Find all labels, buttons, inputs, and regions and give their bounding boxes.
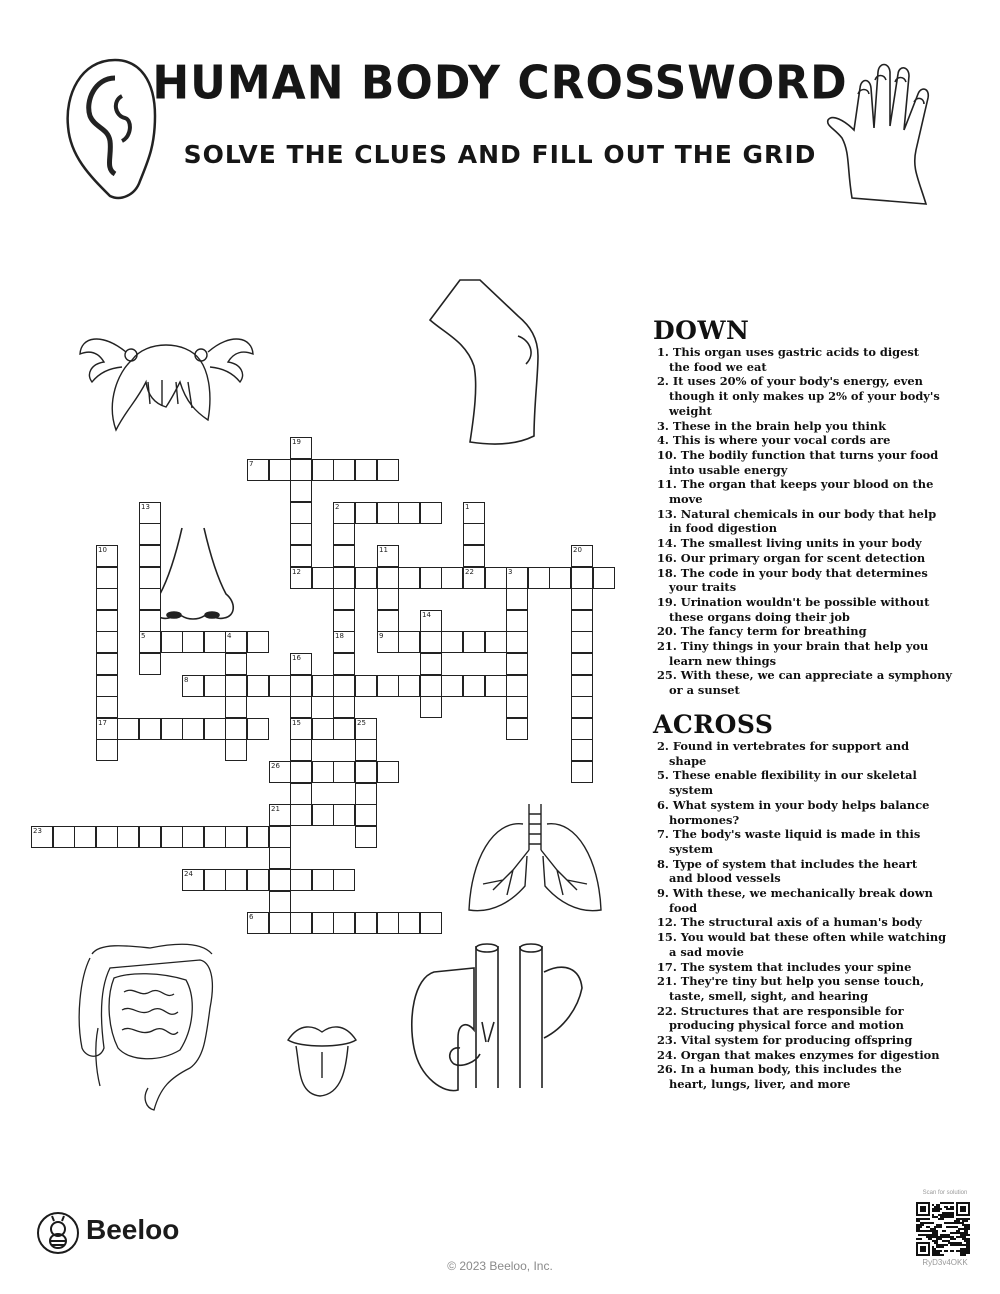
grid-cell[interactable] xyxy=(333,718,355,740)
grid-cell[interactable] xyxy=(333,610,355,632)
grid-cell[interactable] xyxy=(441,631,463,653)
grid-cell[interactable] xyxy=(333,653,355,675)
grid-cell[interactable] xyxy=(204,718,226,740)
grid-cell[interactable] xyxy=(31,826,53,848)
grid-cell[interactable] xyxy=(571,653,593,675)
grid-cell[interactable] xyxy=(225,826,247,848)
down-heading: DOWN xyxy=(653,316,750,345)
grid-number: 25 xyxy=(357,719,366,727)
grid-cell[interactable] xyxy=(225,675,247,697)
across-clue: 24. Organ that makes enzymes for digestion xyxy=(657,1047,940,1062)
grid-cell[interactable] xyxy=(312,459,334,481)
grid-cell[interactable] xyxy=(161,826,183,848)
grid-cell[interactable] xyxy=(290,459,312,481)
across-clue: 9. With these, we mechanically break down food xyxy=(657,886,933,915)
grid-cell[interactable] xyxy=(204,631,226,653)
grid-cell[interactable] xyxy=(290,761,312,783)
grid-cell[interactable] xyxy=(420,912,442,934)
down-clue: 18. The code in your body that determines your traits xyxy=(657,565,928,595)
grid-cell[interactable] xyxy=(269,912,291,934)
grid-cell[interactable] xyxy=(398,675,420,697)
grid-cell[interactable] xyxy=(377,459,399,481)
down-clue: 1. This organ uses gastric acids to digest the food we eat xyxy=(657,345,920,374)
down-clue: 2. It uses 20% of your body's energy, even though it only makes up 2% of your body's weight xyxy=(657,374,940,418)
grid-cell[interactable] xyxy=(355,567,377,589)
across-clue: 2. Found in vertebrates for support and shape xyxy=(657,739,910,768)
grid-cell[interactable] xyxy=(312,567,334,589)
grid-cell[interactable] xyxy=(247,912,269,934)
across-clue: 5. These enable flexibility in our skeletal system xyxy=(657,768,917,798)
grid-number: 20 xyxy=(573,546,582,554)
grid-number: 8 xyxy=(184,676,189,684)
grid-cell[interactable] xyxy=(355,675,377,697)
grid-cell[interactable] xyxy=(420,696,442,718)
grid-number: 13 xyxy=(141,503,150,511)
grid-cell[interactable] xyxy=(247,459,269,481)
grid-cell[interactable] xyxy=(506,653,528,675)
grid-cell[interactable] xyxy=(398,912,420,934)
grid-cell[interactable] xyxy=(225,696,247,718)
across-clue: 7. The body's waste liquid is made in this system xyxy=(657,827,921,856)
grid-number: 1 xyxy=(465,503,470,511)
grid-cell[interactable] xyxy=(96,545,118,567)
down-clue-list xyxy=(653,345,953,698)
grid-cell[interactable] xyxy=(377,675,399,697)
grid-number: 7 xyxy=(249,460,254,468)
grid-cell[interactable] xyxy=(117,718,139,740)
grid-cell[interactable] xyxy=(139,653,161,675)
grid-number: 2 xyxy=(335,503,340,511)
across-clue: 15. You would bat these often while watching a sad movie xyxy=(657,930,947,959)
grid-cell[interactable] xyxy=(225,631,247,653)
grid-cell[interactable] xyxy=(355,826,377,848)
grid-cell[interactable] xyxy=(312,912,334,934)
across-clue: 23. Vital system for producing offspring xyxy=(657,1033,913,1048)
grid-cell[interactable] xyxy=(182,869,204,891)
grid-cell[interactable] xyxy=(204,675,226,697)
qr-code[interactable] xyxy=(916,1202,970,1260)
grid-number: 11 xyxy=(379,546,388,554)
down-clue: 3. These in the brain help you think xyxy=(657,418,887,433)
down-clue: 16. Our primary organ for scent detection xyxy=(657,550,926,565)
grid-cell[interactable] xyxy=(182,675,204,697)
down-clues xyxy=(653,316,953,698)
page-title: HUMAN BODY CROSSWORD xyxy=(152,56,848,111)
grid-cell[interactable] xyxy=(463,567,485,589)
grid-cell[interactable] xyxy=(420,502,442,524)
grid-cell[interactable] xyxy=(355,459,377,481)
grid-cell[interactable] xyxy=(269,847,291,869)
grid-cell[interactable] xyxy=(247,718,269,740)
grid-cell[interactable] xyxy=(571,761,593,783)
grid-cell[interactable] xyxy=(139,718,161,740)
grid-cell[interactable] xyxy=(377,631,399,653)
down-clue: 19. Urination wouldn't be possible without these organs doing their job xyxy=(657,594,930,624)
grid-cell[interactable] xyxy=(96,675,118,697)
grid-cell[interactable] xyxy=(312,718,334,740)
grid-cell[interactable] xyxy=(377,567,399,589)
grid-number: 21 xyxy=(271,805,280,813)
grid-number: 26 xyxy=(271,762,280,770)
grid-cell[interactable] xyxy=(225,869,247,891)
across-clue: 6. What system in your body helps balance hormones? xyxy=(657,797,930,827)
grid-cell[interactable] xyxy=(355,502,377,524)
grid-cell[interactable] xyxy=(420,675,442,697)
grid-cell[interactable] xyxy=(96,653,118,675)
grid-cell[interactable] xyxy=(225,718,247,740)
grid-cell[interactable] xyxy=(333,545,355,567)
grid-number: 22 xyxy=(465,568,474,576)
grid-cell[interactable] xyxy=(571,696,593,718)
grid-number: 24 xyxy=(184,870,193,878)
grid-cell[interactable] xyxy=(571,588,593,610)
grid-cell[interactable] xyxy=(333,459,355,481)
grid-cell[interactable] xyxy=(549,567,571,589)
grid-cell[interactable] xyxy=(333,631,355,653)
grid-cell[interactable] xyxy=(355,761,377,783)
across-clue: 12. The structural axis of a human's body xyxy=(657,915,922,930)
grid-cell[interactable] xyxy=(290,718,312,740)
grid-cell[interactable] xyxy=(571,567,593,589)
grid-cell[interactable] xyxy=(139,545,161,567)
grid-cell[interactable] xyxy=(290,696,312,718)
grid-number: 15 xyxy=(292,719,301,727)
grid-cell[interactable] xyxy=(420,610,442,632)
grid-cell[interactable] xyxy=(182,826,204,848)
grid-cell[interactable] xyxy=(377,912,399,934)
grid-cell[interactable] xyxy=(96,696,118,718)
grid-number: 17 xyxy=(98,719,107,727)
grid-number: 4 xyxy=(227,632,232,640)
grid-cell[interactable] xyxy=(96,588,118,610)
grid-cell[interactable] xyxy=(355,804,377,826)
grid-cell[interactable] xyxy=(139,631,161,653)
grid-cell[interactable] xyxy=(247,869,269,891)
grid-cell[interactable] xyxy=(593,567,615,589)
grid-number: 5 xyxy=(141,632,146,640)
down-clue: 21. Tiny things in your brain that help you learn new things xyxy=(657,639,929,668)
grid-cell[interactable] xyxy=(463,675,485,697)
grid-cell[interactable] xyxy=(290,523,312,545)
page-subtitle: SOLVE THE CLUES AND FILL OUT THE GRID xyxy=(183,140,817,169)
grid-cell[interactable] xyxy=(485,631,507,653)
grid-cell[interactable] xyxy=(355,718,377,740)
down-clue: 13. Natural chemicals in our body that help in food digestion xyxy=(657,506,937,536)
grid-cell[interactable] xyxy=(506,696,528,718)
grid-cell[interactable] xyxy=(463,631,485,653)
grid-number: 3 xyxy=(508,568,513,576)
grid-cell[interactable] xyxy=(96,631,118,653)
grid-cell[interactable] xyxy=(290,480,312,502)
grid-cell[interactable] xyxy=(571,718,593,740)
grid-cell[interactable] xyxy=(355,739,377,761)
grid-cell[interactable] xyxy=(463,502,485,524)
grid-cell[interactable] xyxy=(377,502,399,524)
grid-cell[interactable] xyxy=(182,718,204,740)
grid-cell[interactable] xyxy=(290,912,312,934)
grid-cell[interactable] xyxy=(290,502,312,524)
grid-number: 14 xyxy=(422,611,431,619)
grid-cell[interactable] xyxy=(290,739,312,761)
across-heading: ACROSS xyxy=(653,710,774,739)
grid-cell[interactable] xyxy=(96,610,118,632)
grid-cell[interactable] xyxy=(420,631,442,653)
grid-cell[interactable] xyxy=(269,869,291,891)
grid-cell[interactable] xyxy=(312,761,334,783)
grid-cell[interactable] xyxy=(290,567,312,589)
solution-code: RyD3v4OKK xyxy=(922,1258,968,1267)
grid-cell[interactable] xyxy=(506,631,528,653)
grid-cell[interactable] xyxy=(182,631,204,653)
grid-number: 18 xyxy=(335,632,344,640)
grid-cell[interactable] xyxy=(441,567,463,589)
scan-label: Scan for solution xyxy=(922,1190,968,1196)
across-clue: 8. Type of system that includes the heart and blood vessels xyxy=(657,856,918,886)
grid-cell[interactable] xyxy=(571,675,593,697)
grid-cell[interactable] xyxy=(290,675,312,697)
grid-cell[interactable] xyxy=(485,675,507,697)
grid-cell[interactable] xyxy=(312,675,334,697)
grid-cell[interactable] xyxy=(96,739,118,761)
grid-cell[interactable] xyxy=(377,761,399,783)
across-clue-list xyxy=(653,739,953,1092)
grid-cell[interactable] xyxy=(571,631,593,653)
grid-cell[interactable] xyxy=(290,653,312,675)
grid-cell[interactable] xyxy=(398,502,420,524)
beeloo-logo xyxy=(36,1211,80,1259)
grid-cell[interactable] xyxy=(290,804,312,826)
grid-number: 9 xyxy=(379,632,384,640)
down-clue: 10. The bodily function that turns your food into usable energy xyxy=(657,447,939,477)
grid-cell[interactable] xyxy=(528,567,550,589)
down-clue: 11. The organ that keeps your blood on the move xyxy=(657,477,934,507)
grid-cell[interactable] xyxy=(506,567,528,589)
grid-cell[interactable] xyxy=(312,869,334,891)
grid-cell[interactable] xyxy=(247,675,269,697)
grid-cell[interactable] xyxy=(225,653,247,675)
grid-cell[interactable] xyxy=(74,826,96,848)
grid-cell[interactable] xyxy=(139,502,161,524)
grid-cell[interactable] xyxy=(333,675,355,697)
grid-cell[interactable] xyxy=(506,588,528,610)
grid-cell[interactable] xyxy=(398,567,420,589)
grid-cell[interactable] xyxy=(420,653,442,675)
grid-cell[interactable] xyxy=(269,459,291,481)
across-clue: 26. In a human body, this includes the heart, lungs, liver, and more xyxy=(657,1062,902,1092)
down-clue: 4. This is where your vocal cords are xyxy=(657,433,891,448)
grid-cell[interactable] xyxy=(269,675,291,697)
qr-code-icon xyxy=(916,1202,970,1256)
grid-cell[interactable] xyxy=(269,804,291,826)
down-clue: 25. With these, we can appreciate a symphony or a sunset xyxy=(657,668,953,698)
grid-cell[interactable] xyxy=(506,610,528,632)
grid-cell[interactable] xyxy=(377,545,399,567)
grid-cell[interactable] xyxy=(333,567,355,589)
grid-cell[interactable] xyxy=(161,718,183,740)
grid-cell[interactable] xyxy=(139,523,161,545)
grid-cell[interactable] xyxy=(117,826,139,848)
grid-cell[interactable] xyxy=(571,739,593,761)
grid-cell[interactable] xyxy=(247,826,269,848)
grid-number: 16 xyxy=(292,654,301,662)
grid-cell[interactable] xyxy=(463,523,485,545)
across-clue: 22. Structures that are responsible for producing physical force and motion xyxy=(657,1003,904,1033)
grid-cell[interactable] xyxy=(290,869,312,891)
grid-cell[interactable] xyxy=(333,523,355,545)
grid-cell[interactable] xyxy=(333,502,355,524)
grid-cell[interactable] xyxy=(204,826,226,848)
grid-cell[interactable] xyxy=(290,545,312,567)
grid-cell[interactable] xyxy=(333,912,355,934)
across-clue: 17. The system that includes your spine xyxy=(657,959,912,974)
grid-cell[interactable] xyxy=(139,610,161,632)
grid-cell[interactable] xyxy=(269,761,291,783)
grid-number: 23 xyxy=(33,827,42,835)
grid-cell[interactable] xyxy=(355,912,377,934)
grid-cell[interactable] xyxy=(139,588,161,610)
grid-cell[interactable] xyxy=(269,826,291,848)
down-clue: 14. The smallest living units in your body xyxy=(657,536,922,551)
grid-cell[interactable] xyxy=(571,610,593,632)
grid-number: 19 xyxy=(292,438,301,446)
grid-cell[interactable] xyxy=(247,631,269,653)
grid-cell[interactable] xyxy=(506,718,528,740)
down-clue: 20. The fancy term for breathing xyxy=(657,624,867,639)
grid-cell[interactable] xyxy=(290,783,312,805)
grid-number: 10 xyxy=(98,546,107,554)
grid-cell[interactable] xyxy=(96,718,118,740)
grid-cell[interactable] xyxy=(204,869,226,891)
grid-number: 6 xyxy=(249,913,254,921)
grid-cell[interactable] xyxy=(377,610,399,632)
grid-cell[interactable] xyxy=(96,567,118,589)
grid-cell[interactable] xyxy=(269,891,291,913)
grid-cell[interactable] xyxy=(333,588,355,610)
grid-cell[interactable] xyxy=(571,545,593,567)
grid-cell[interactable] xyxy=(53,826,75,848)
grid-cell[interactable] xyxy=(333,804,355,826)
across-clue: 21. They're tiny but help you sense touch, taste, smell, sight, and hearing xyxy=(657,974,925,1003)
brand-name: Beeloo xyxy=(86,1214,180,1245)
grid-cell[interactable] xyxy=(333,761,355,783)
grid-cell[interactable] xyxy=(377,588,399,610)
grid-cell[interactable] xyxy=(96,826,118,848)
grid-cell[interactable] xyxy=(139,567,161,589)
grid-cell[interactable] xyxy=(398,631,420,653)
across-clues xyxy=(653,710,953,1092)
grid-cell[interactable] xyxy=(161,631,183,653)
grid-cell[interactable] xyxy=(420,567,442,589)
grid-cell[interactable] xyxy=(333,696,355,718)
grid-cell[interactable] xyxy=(333,869,355,891)
grid-cell[interactable] xyxy=(485,567,507,589)
grid-cell[interactable] xyxy=(441,675,463,697)
grid-cell[interactable] xyxy=(463,545,485,567)
bee-icon xyxy=(36,1211,80,1255)
grid-cell[interactable] xyxy=(139,826,161,848)
copyright: © 2023 Beeloo, Inc. xyxy=(447,1259,553,1273)
grid-cell[interactable] xyxy=(312,804,334,826)
grid-cell[interactable] xyxy=(506,675,528,697)
grid-number: 12 xyxy=(292,568,301,576)
grid-cell[interactable] xyxy=(225,739,247,761)
grid-cell[interactable] xyxy=(290,437,312,459)
grid-cell[interactable] xyxy=(355,783,377,805)
